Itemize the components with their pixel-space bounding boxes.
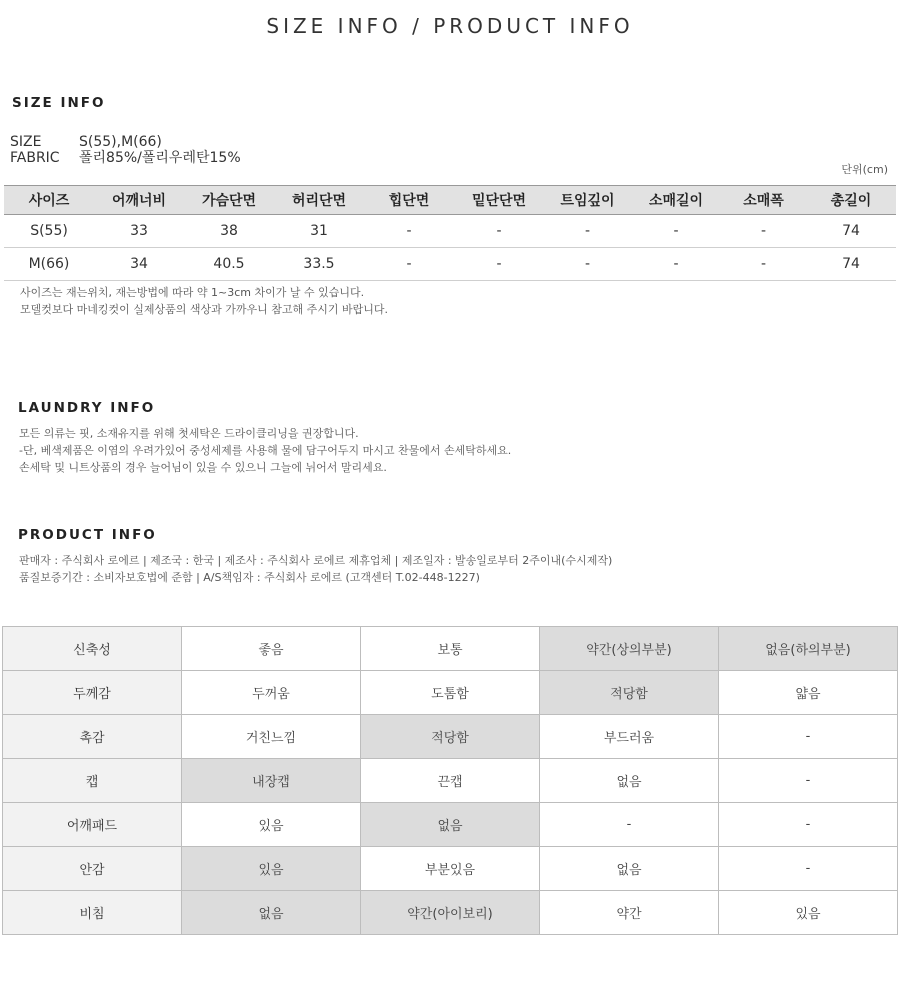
column-header: 가슴단면 xyxy=(184,186,274,215)
size-notes xyxy=(20,284,388,318)
attribute-option: 부드러움 xyxy=(540,715,719,759)
table-cell: - xyxy=(454,215,544,248)
product-info-heading: PRODUCT INFO xyxy=(18,527,157,543)
table-cell: M(66) xyxy=(4,248,94,281)
fabric-label: FABRIC xyxy=(10,150,60,166)
attribute-option: 끈캡 xyxy=(361,759,540,803)
table-cell: 33.5 xyxy=(274,248,364,281)
table-cell: - xyxy=(631,248,721,281)
table-cell: - xyxy=(544,248,631,281)
size-note-line: 사이즈는 재는위치, 재는방법에 따라 약 1~3cm 차이가 날 수 있습니다. xyxy=(20,286,365,299)
size-info-heading: SIZE INFO xyxy=(12,95,106,111)
column-header: 허리단면 xyxy=(274,186,364,215)
attribute-option: 없음 xyxy=(361,803,540,847)
table-cell: 74 xyxy=(806,215,896,248)
attribute-row xyxy=(3,759,898,803)
attribute-label: 촉감 xyxy=(3,715,182,759)
table-cell: 34 xyxy=(94,248,184,281)
fabric-value: 폴리85%/폴리우레탄15% xyxy=(79,150,241,166)
attribute-label: 캡 xyxy=(3,759,182,803)
attribute-option: 약간 xyxy=(540,891,719,935)
attribute-row xyxy=(3,803,898,847)
column-header: 트임깊이 xyxy=(544,186,631,215)
laundry-line: 모든 의류는 핏, 소재유지를 위해 첫세탁은 드라이클리닝을 권장합니다. xyxy=(19,427,359,440)
column-header: 밑단단면 xyxy=(454,186,544,215)
attribute-option: 없음 xyxy=(540,847,719,891)
attribute-option: 없음 xyxy=(540,759,719,803)
laundry-line: -단, 베색제품은 이염의 우려가있어 중성세제를 사용해 물에 담구어두지 마시고 찬물에서 손세탁하세요. xyxy=(19,444,512,457)
laundry-line: 손세탁 및 니트상품의 경우 늘어님이 있을 수 있으니 그늘에 뉘어서 말리세요. xyxy=(19,461,387,474)
attribute-row xyxy=(3,847,898,891)
table-cell: 74 xyxy=(806,248,896,281)
attribute-option: - xyxy=(719,759,898,803)
attribute-option: 있음 xyxy=(719,891,898,935)
attribute-label: 어깨패드 xyxy=(3,803,182,847)
table-row xyxy=(4,215,896,248)
attribute-row xyxy=(3,627,898,671)
table-cell: 33 xyxy=(94,215,184,248)
attribute-option: 좋음 xyxy=(182,627,361,671)
product-line: 판매자 : 주식회사 로에르 | 제조국 : 한국 | 제조사 : 주식회사 로에르 제휴업체 | 제조일자 : 발송일로부터 2주이내(수시제작) xyxy=(19,554,613,567)
attribute-option: 약간(상의부분) xyxy=(540,627,719,671)
attribute-row xyxy=(3,891,898,935)
table-cell: - xyxy=(544,215,631,248)
table-cell: 38 xyxy=(184,215,274,248)
table-cell: - xyxy=(631,215,721,248)
table-cell: 40.5 xyxy=(184,248,274,281)
attribute-option: 두꺼움 xyxy=(182,671,361,715)
attribute-label: 두께감 xyxy=(3,671,182,715)
table-cell: - xyxy=(454,248,544,281)
attribute-option: - xyxy=(719,847,898,891)
page-title: SIZE INFO / PRODUCT INFO xyxy=(266,14,634,38)
attribute-label: 비침 xyxy=(3,891,182,935)
attribute-row xyxy=(3,715,898,759)
column-header: 힙단면 xyxy=(364,186,454,215)
attribute-row xyxy=(3,671,898,715)
attribute-option: - xyxy=(540,803,719,847)
attribute-option: 있음 xyxy=(182,847,361,891)
attribute-option: 얇음 xyxy=(719,671,898,715)
table-cell: S(55) xyxy=(4,215,94,248)
size-value: S(55),M(66) xyxy=(79,134,162,150)
attribute-option: 거친느낌 xyxy=(182,715,361,759)
attribute-table xyxy=(2,626,898,935)
attribute-option: 없음(하의부분) xyxy=(719,627,898,671)
column-header: 총길이 xyxy=(806,186,896,215)
size-line xyxy=(10,134,162,150)
attribute-option: 부분있음 xyxy=(361,847,540,891)
attribute-option: - xyxy=(719,803,898,847)
fabric-line xyxy=(10,150,241,166)
column-header: 소매길이 xyxy=(631,186,721,215)
size-table-header xyxy=(4,186,896,215)
attribute-label: 안감 xyxy=(3,847,182,891)
attribute-label: 신축성 xyxy=(3,627,182,671)
attribute-option: 적당함 xyxy=(540,671,719,715)
product-notes xyxy=(19,552,612,586)
size-label: SIZE xyxy=(10,134,42,150)
attribute-option: 도톰함 xyxy=(361,671,540,715)
attribute-option: 있음 xyxy=(182,803,361,847)
column-header: 어깨너비 xyxy=(94,186,184,215)
table-row xyxy=(4,248,896,281)
attribute-option: 약간(아이보리) xyxy=(361,891,540,935)
size-note-line: 모델컷보다 마네킹컷이 실제상품의 색상과 가까우니 참고해 주시기 바랍니다. xyxy=(20,303,389,316)
size-table xyxy=(4,185,896,281)
attribute-option: 보통 xyxy=(361,627,540,671)
laundry-notes xyxy=(19,425,511,476)
attribute-option: 내장캡 xyxy=(182,759,361,803)
table-cell: - xyxy=(364,248,454,281)
attribute-option: - xyxy=(719,715,898,759)
column-header: 소매폭 xyxy=(721,186,806,215)
attribute-option: 없음 xyxy=(182,891,361,935)
table-cell: 31 xyxy=(274,215,364,248)
table-cell: - xyxy=(721,215,806,248)
attribute-option: 적당함 xyxy=(361,715,540,759)
laundry-info-heading: LAUNDRY INFO xyxy=(18,400,156,416)
unit-label: 단위(cm) xyxy=(841,163,888,176)
product-line: 품질보증기간 : 소비자보호법에 준함 | A/S책임자 : 주식회사 로에르 (고객센터 T.02-448-1227) xyxy=(19,571,480,584)
column-header: 사이즈 xyxy=(4,186,94,215)
table-cell: - xyxy=(721,248,806,281)
table-cell: - xyxy=(364,215,454,248)
